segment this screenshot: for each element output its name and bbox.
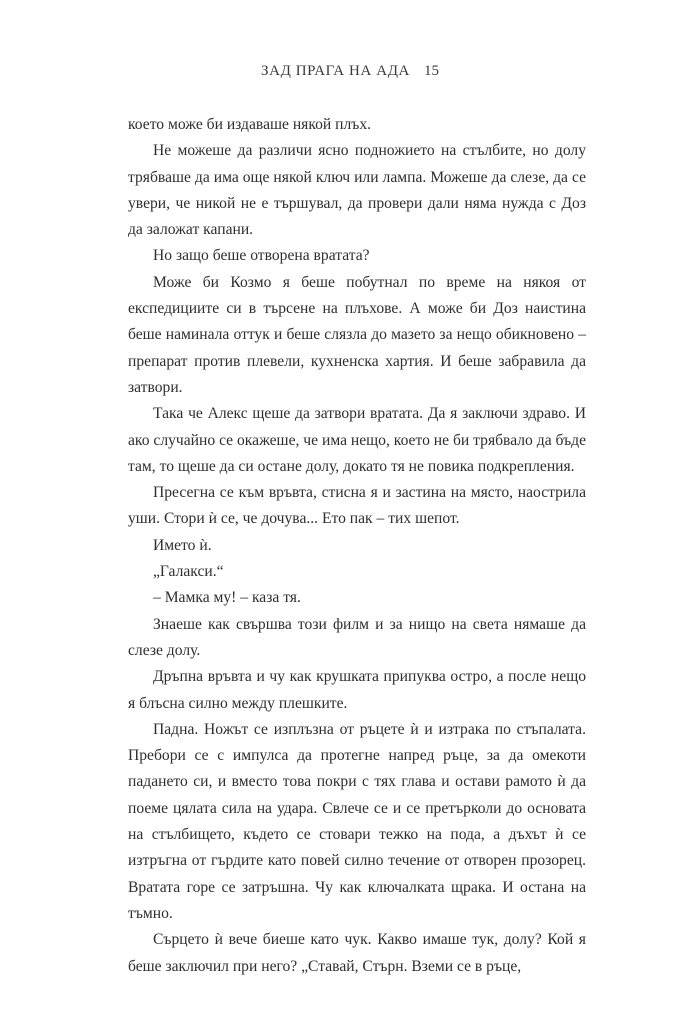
paragraph: Не можеше да различи ясно подножието на стълбите, но долу трябваше да има още някой ключ или лампа. Можеше да слезе, да се увери, че никой не е тършувал, да провери дали няма нужда с Доз да заложат капани. bbox=[128, 142, 586, 239]
paragraph: което може би издаваше някой плъх. bbox=[128, 116, 372, 133]
running-header bbox=[0, 63, 700, 80]
paragraph: Може би Козмо я беше побутнал по време на някоя от експедициите си в търсене на плъхове. А може би Доз наистина беше наминала оттук и беше слязла до мазето за нещо обикновено – препарат против плевели, кухненска хартия. И беше забравила да затвори. bbox=[128, 273, 586, 396]
paragraph: Сърцето ѝ вече биеше като чук. Какво имаше тук, долу? Кой я беше заключил при него? „Ставай, Стърн. Вземи се в ръце, bbox=[128, 931, 586, 975]
paragraph: Но защо беше отворена вратата? bbox=[153, 247, 370, 265]
paragraph: Името ѝ. bbox=[153, 536, 212, 554]
paragraph: Падна. Ножът се изплъзна от ръцете ѝ и изтрака по стъпалата. Пребори се с импулса да протегне напред ръце, за да омекоти падането си, и вместо това покри с тях глава и остави рамото ѝ да поеме цялата сила на удара. Свлече се и се претърколи до основата на стълбището, където се стовари тежко на пода, а дъхът ѝ се изтръгна от гърдите като повей силно течение от отворен прозорец. Вратата горе се затръшна. Чу как ключалката щрака. И остана на тъмно. bbox=[128, 720, 586, 922]
page-number: 15 bbox=[423, 63, 439, 79]
paragraph: Така че Алекс щеше да затвори вратата. Да я заключи здраво. И ако случайно се окажеше, че има нещо, което не би трябвало да бъде там, то щеше да си остане долу, докато тя не повика подкрепления. bbox=[128, 405, 586, 475]
paragraph: „Галакси.“ bbox=[153, 563, 224, 581]
body-text bbox=[128, 112, 586, 980]
paragraph: – Мамка му! – каза тя. bbox=[153, 589, 301, 607]
paragraph: Знаеше как свършва този филм и за нищо на света нямаше да слезе долу. bbox=[128, 615, 586, 659]
paragraph: Пресегна се към връвта, стисна я и застина на място, наострила уши. Стори ѝ се, че дочува... Ето пак – тих шепот. bbox=[128, 484, 586, 528]
paragraph: Дръпна връвта и чу как крушката припуква остро, а после нещо я блъсна силно между плешките. bbox=[128, 668, 586, 712]
book-title: ЗАД ПРАГА НА АДА bbox=[261, 63, 410, 79]
